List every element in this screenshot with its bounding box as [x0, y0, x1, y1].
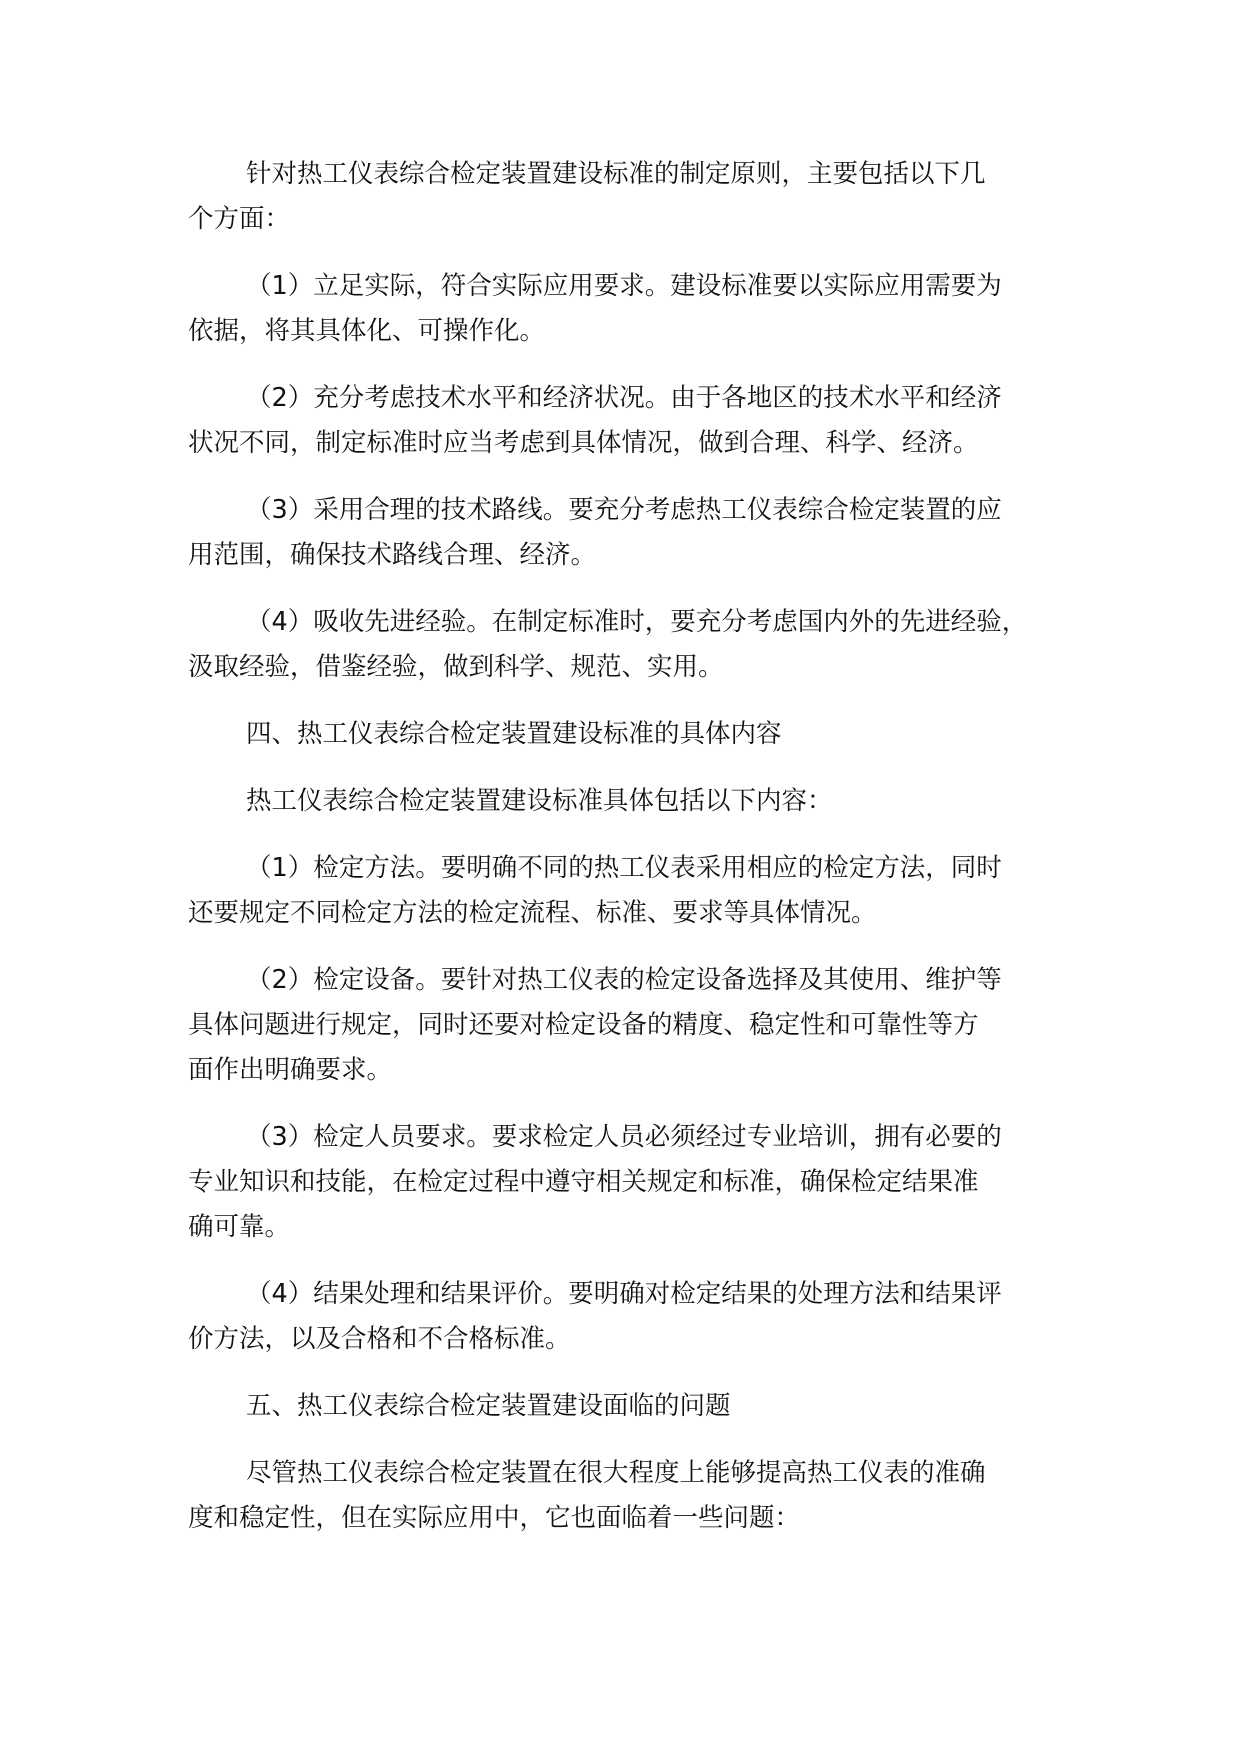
text-line: 五、热工仪表综合检定装置建设面临的问题: [246, 1391, 731, 1421]
principle-2-paragraph: [188, 376, 1088, 466]
text-line: 针对热工仪表综合检定装置建设标准的制定原则，主要包括以下几: [246, 159, 986, 189]
text-line: 热工仪表综合检定装置建设标准具体包括以下内容：: [246, 786, 833, 816]
principle-4-paragraph: [188, 600, 1088, 690]
intro-paragraph: [188, 152, 1088, 242]
text-line: （2）检定设备。要针对热工仪表的检定设备选择及其使用、维护等: [246, 965, 1002, 995]
text-line: 专业知识和技能，在检定过程中遵守相关规定和标准，确保检定结果准: [188, 1167, 979, 1197]
text-line: （1）检定方法。要明确不同的热工仪表采用相应的检定方法，同时: [246, 853, 1002, 883]
text-line: 度和稳定性，但在实际应用中，它也面临着一些问题：: [188, 1503, 801, 1533]
problems-intro-paragraph: [188, 1451, 1088, 1541]
text-line: 尽管热工仪表综合检定装置在很大程度上能够提高热工仪表的准确: [246, 1458, 986, 1488]
text-line: 状况不同，制定标准时应当考虑到具体情况，做到合理、科学、经济。: [188, 428, 979, 458]
text-line: （1）立足实际，符合实际应用要求。建设标准要以实际应用需要为: [246, 271, 1002, 301]
principle-1-paragraph: [188, 264, 1088, 354]
section-4-heading: [188, 712, 1088, 757]
text-line: 确可靠。: [188, 1212, 291, 1242]
text-line: 价方法，以及合格和不合格标准。: [188, 1324, 571, 1354]
text-line: 个方面：: [188, 204, 291, 234]
text-line: 面作出明确要求。: [188, 1055, 393, 1085]
text-line: （3）检定人员要求。要求检定人员必须经过专业培训，拥有必要的: [246, 1122, 1002, 1152]
text-line: （3）采用合理的技术路线。要充分考虑热工仪表综合检定装置的应: [246, 495, 1002, 525]
content-2-paragraph: [188, 958, 1088, 1093]
text-line: 依据，将其具体化、可操作化。: [188, 316, 546, 346]
text-line: （2）充分考虑技术水平和经济状况。由于各地区的技术水平和经济: [246, 383, 1002, 413]
content-1-paragraph: [188, 846, 1088, 936]
section-5-heading: [188, 1384, 1088, 1429]
text-line: 汲取经验，借鉴经验，做到科学、规范、实用。: [188, 652, 724, 682]
text-line: 具体问题进行规定，同时还要对检定设备的精度、稳定性和可靠性等方: [188, 1010, 979, 1040]
text-line: （4）吸收先进经验。在制定标准时，要充分考虑国内外的先进经验，: [246, 607, 1028, 637]
text-line: （4）结果处理和结果评价。要明确对检定结果的处理方法和结果评: [246, 1279, 1002, 1309]
content-4-paragraph: [188, 1272, 1088, 1362]
text-line: 用范围，确保技术路线合理、经济。: [188, 540, 597, 570]
text-line: 还要规定不同检定方法的检定流程、标准、要求等具体情况。: [188, 898, 877, 928]
document-body: [188, 152, 1088, 1563]
text-line: 四、热工仪表综合检定装置建设标准的具体内容: [246, 719, 782, 749]
content-intro-paragraph: [188, 779, 1088, 824]
principle-3-paragraph: [188, 488, 1088, 578]
content-3-paragraph: [188, 1115, 1088, 1250]
